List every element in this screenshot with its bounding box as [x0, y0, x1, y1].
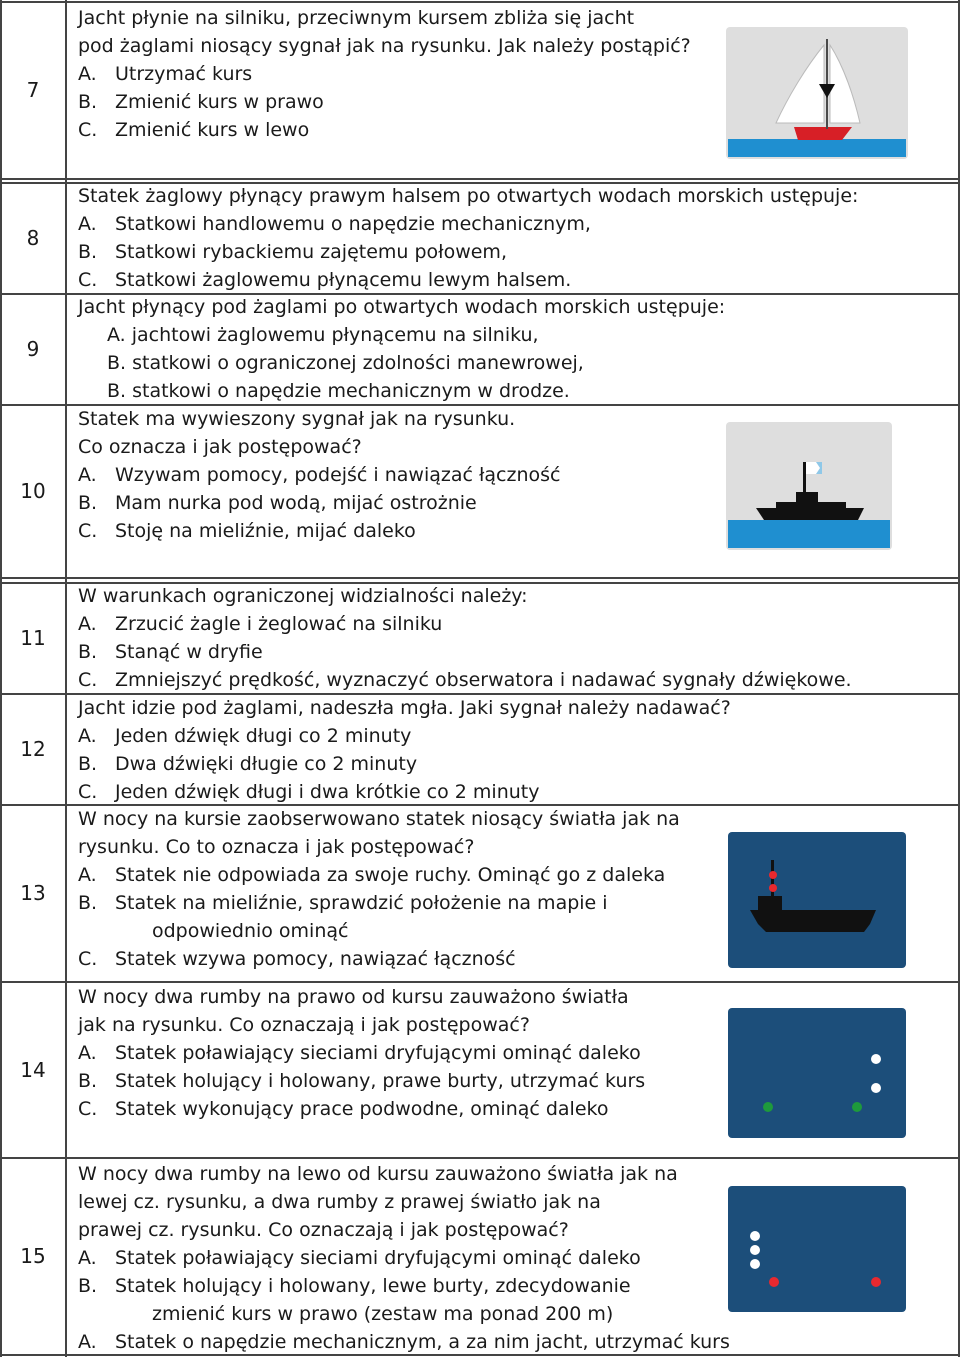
night-lights-white-and-red-icon — [728, 1186, 906, 1312]
answer-option-c — [78, 517, 560, 545]
option-letter: A. — [78, 864, 97, 886]
answer-option-a — [78, 461, 560, 489]
option-letter: A. — [78, 1042, 97, 1064]
table-border-right — [958, 0, 960, 1357]
answer-option-c — [78, 266, 858, 294]
question-stem: lewej cz. rysunku, a dwa rumby z prawej światło jak na — [78, 1191, 601, 1213]
option-text: Statek poławiający sieciami dryfującymi ominąć daleko — [115, 1042, 641, 1064]
night-lights-two-white-two-green-icon — [728, 1008, 906, 1138]
row-number: 11 — [20, 626, 46, 650]
answer-option-b: B. statkowi o ograniczonej zdolności manewrowej, — [107, 352, 584, 374]
option-letter: B. — [78, 241, 98, 263]
question-stem: W nocy na kursie zaobserwowano statek niosący światła jak na — [78, 808, 680, 830]
option-text: Stanąć w dryfie — [115, 641, 263, 663]
answer-option-a — [78, 861, 680, 889]
option-letter: C. — [78, 781, 98, 803]
question-12 — [78, 694, 731, 806]
question-stem: Statek żaglowy płynący prawym halsem po otwartych wodach morskich ustępuje: — [78, 185, 859, 207]
option-letter: C. — [78, 269, 98, 291]
option-text: Statkowi handlowemu o napędzie mechanicznym, — [115, 213, 591, 235]
ship-two-red-lights-icon — [728, 832, 906, 968]
option-letter: A. — [78, 1247, 97, 1269]
option-letter: B. — [78, 641, 98, 663]
table-column-divider — [65, 0, 67, 1357]
answer-option-a — [78, 722, 731, 750]
option-text: Statek na mieliźnie, sprawdzić położenie na mapie i — [115, 892, 608, 914]
answer-option-a — [78, 210, 858, 238]
question-stem: W warunkach ograniczonej widzialności należy: — [78, 585, 528, 607]
question-9 — [78, 293, 725, 405]
option-text: Statek nie odpowiada za swoje ruchy. Ominąć go z daleka — [115, 864, 666, 886]
answer-option-b-continued: odpowiednio ominąć — [152, 920, 349, 942]
row-divider — [1, 1157, 959, 1159]
question-stem: Jacht płynący pod żaglami po otwartych wodach morskich ustępuje: — [78, 296, 726, 318]
answer-option-b — [78, 489, 560, 517]
question-stem: rysunku. Co to oznacza i jak postępować? — [78, 836, 475, 858]
option-letter: B. — [78, 1070, 98, 1092]
question-stem: Jacht płynie na silniku, przeciwnym kursem zbliża się jacht — [78, 7, 635, 29]
option-letter: B. — [78, 753, 98, 775]
answer-option-c — [78, 778, 731, 806]
option-letter: A. — [78, 725, 97, 747]
question-13 — [78, 805, 680, 973]
row-number: 7 — [26, 78, 40, 102]
question-stem: Statek ma wywieszony sygnał jak na rysunku. — [78, 408, 516, 430]
row-number: 10 — [20, 479, 46, 503]
option-text: Statkowi rybackiemu zajętemu połowem, — [115, 241, 507, 263]
option-text: Statkowi żaglowemu płynącemu lewym halsem. — [115, 269, 572, 291]
option-text: Utrzymać kurs — [115, 63, 253, 85]
question-11 — [78, 582, 852, 694]
answer-option-c — [78, 116, 691, 144]
row-divider — [1, 1, 959, 3]
sailing-yacht-icon — [726, 27, 908, 159]
question-stem: pod żaglami niosący sygnał jak na rysunku. Jak należy postąpić? — [78, 35, 691, 57]
question-stem: W nocy dwa rumby na lewo od kursu zauważono światła jak na — [78, 1163, 678, 1185]
question-10 — [78, 405, 560, 545]
answer-option-c — [78, 1095, 645, 1123]
row-number: 9 — [26, 337, 40, 361]
row-divider — [1, 577, 959, 579]
ship-with-flag-icon — [726, 422, 892, 550]
option-letter: A. — [78, 1331, 97, 1353]
row-number: 14 — [20, 1057, 46, 1082]
option-text: Statek holujący i holowany, lewe burty, zdecydowanie — [115, 1275, 631, 1297]
option-text: Statek o napędzie mechanicznym, a za nim jacht, utrzymać kurs — [115, 1331, 730, 1353]
answer-option-c: B. statkowi o napędzie mechanicznym w drodze. — [107, 380, 570, 402]
option-letter: C. — [78, 669, 98, 691]
option-text: Stoję na mieliźnie, mijać daleko — [115, 520, 416, 542]
option-text: Mam nurka pod wodą, mijać ostrożnie — [115, 492, 477, 514]
option-letter: B. — [78, 91, 98, 113]
question-stem: Jacht idzie pod żaglami, nadeszła mgła. Jaki sygnał należy nadawać? — [78, 697, 731, 719]
answer-option-b — [78, 1272, 730, 1300]
answer-option-b — [78, 638, 852, 666]
option-text: Zmienić kurs w lewo — [115, 119, 310, 141]
option-letter: C. — [78, 520, 98, 542]
answer-option-b — [78, 750, 731, 778]
row-divider — [1, 178, 959, 180]
question-stem: prawej cz. rysunku. Co oznaczają i jak postępować? — [78, 1219, 569, 1241]
answer-option-a — [78, 1039, 645, 1067]
question-stem: W nocy dwa rumby na prawo od kursu zauważono światła — [78, 986, 629, 1008]
row-number: 15 — [20, 1244, 46, 1268]
option-text: Statek holujący i holowany, prawe burty, utrzymać kurs — [115, 1070, 646, 1092]
option-text: Statek poławiający sieciami dryfującymi ominąć daleko — [115, 1247, 641, 1269]
answer-option-c — [78, 1328, 730, 1356]
answer-option-a — [78, 1244, 730, 1272]
option-letter: B. — [78, 892, 98, 914]
option-text: Dwa dźwięki długie co 2 minuty — [115, 753, 418, 775]
answer-option-a — [78, 60, 691, 88]
answer-option-c — [78, 945, 680, 973]
question-8 — [78, 182, 858, 294]
option-letter: C. — [78, 1098, 98, 1120]
option-text: Zrzucić żagle i żeglować na silniku — [115, 613, 443, 635]
option-letter: C. — [78, 948, 98, 970]
option-text: Statek wykonujący prace podwodne, ominąć daleko — [115, 1098, 609, 1120]
question-stem: Co oznacza i jak postępować? — [78, 436, 362, 458]
question-15 — [78, 1160, 730, 1356]
row-number: 8 — [26, 226, 40, 250]
answer-option-b — [78, 88, 691, 116]
option-letter: A. — [78, 464, 97, 486]
answer-option-c — [78, 666, 852, 694]
answer-option-a — [78, 610, 852, 638]
question-14 — [78, 983, 645, 1123]
option-letter: C. — [78, 119, 98, 141]
option-letter: A. — [78, 213, 97, 235]
option-letter: B. — [78, 492, 98, 514]
option-text: Zmienić kurs w prawo — [115, 91, 324, 113]
option-letter: A. — [78, 63, 97, 85]
option-text: Wzywam pomocy, podejść i nawiązać łączność — [115, 464, 561, 486]
answer-option-b-continued: zmienić kurs w prawo (zestaw ma ponad 200 m) — [152, 1303, 614, 1325]
option-text: Zmniejszyć prędkość, wyznaczyć obserwatora i nadawać sygnały dźwiękowe. — [115, 669, 852, 691]
option-letter: B. — [78, 1275, 98, 1297]
row-number: 13 — [20, 881, 46, 905]
answer-option-b — [78, 1067, 645, 1095]
answer-option-b — [78, 889, 680, 917]
answer-option-a: A. jachtowi żaglowemu płynącemu na silniku, — [107, 324, 539, 346]
option-text: Statek wzywa pomocy, nawiązać łączność — [115, 948, 516, 970]
answer-option-b — [78, 238, 858, 266]
row-number: 12 — [20, 737, 46, 761]
option-text: Jeden dźwięk długi co 2 minuty — [115, 725, 412, 747]
question-stem: jak na rysunku. Co oznaczają i jak postępować? — [78, 1014, 530, 1036]
question-7 — [78, 4, 691, 144]
option-text: Jeden dźwięk długi i dwa krótkie co 2 minuty — [115, 781, 540, 803]
option-letter: A. — [78, 613, 97, 635]
